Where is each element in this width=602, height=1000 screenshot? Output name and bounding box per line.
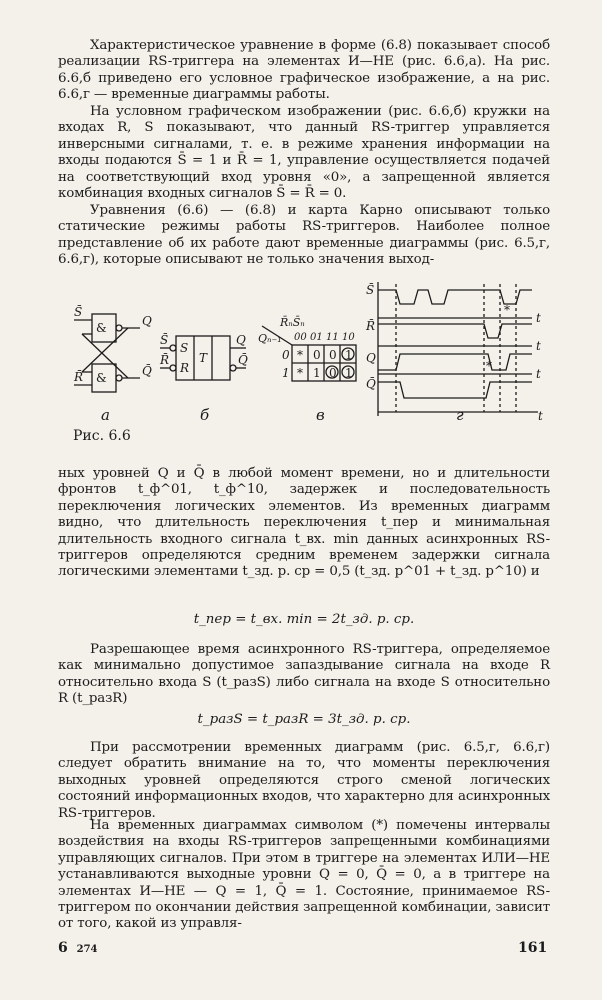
timing-signal-r: R̄ — [366, 319, 376, 333]
timing-axis-t: t — [536, 367, 541, 381]
gate-bottom-symbol: & — [96, 371, 107, 385]
figure-caption: Рис. 6.6 — [73, 428, 131, 444]
karnaugh-cell: 0 — [329, 348, 337, 362]
timing-axis-t: t — [536, 311, 541, 325]
box-t: T — [199, 351, 208, 365]
b-input-s: S̄ — [160, 333, 169, 347]
timing-signal-q: Q — [366, 351, 376, 365]
karnaugh-row-header: 0 — [282, 348, 290, 362]
box-s: S — [180, 341, 189, 355]
label-v: в — [316, 406, 325, 424]
box-r: R — [180, 361, 190, 375]
karnaugh-cell: 1 — [345, 366, 353, 380]
karnaugh-col-header: 00 — [294, 332, 307, 343]
timing-signal-s: S̄ — [366, 283, 375, 297]
karnaugh-corner-top: R̄ₙS̄ₙ — [280, 316, 305, 329]
equation-2: t_разS = t_разR = 3t_зд. р. ср. — [197, 712, 411, 727]
paragraph-1: Характеристическое уравнение в форме (6.8) показывает способ реализации RS-триггера на элементах И—НЕ (рис. 6.6,а). На рис. 6.6,б приведено его условное графическое изображение, а на рис. 6.6,г — временные диаграммы работы. — [58, 38, 550, 103]
figure-drawing — [0, 270, 602, 430]
footer-signature-code: 274 — [76, 944, 98, 955]
timing-axis-t: t — [538, 409, 543, 423]
karnaugh-cell: 1 — [313, 366, 321, 380]
paragraph-6: При рассмотрении временных диаграмм (рис. 6.5,г, 6.6,г) следует обратить внимание на то, что моменты переключения выходных уровней определяются строго сменой логических состояний информационных входов, что характерно для асинхронных RS-триггеров. — [58, 740, 550, 821]
karnaugh-cell: * — [297, 348, 303, 362]
karnaugh-cell: * — [297, 366, 303, 380]
timing-star: * — [486, 359, 492, 373]
karnaugh-col-header: 10 — [342, 332, 355, 343]
karnaugh-cell: 0 — [313, 348, 321, 362]
a-input-r: R̄ — [74, 370, 84, 384]
a-output-q: Q — [142, 314, 152, 328]
b-output-q: Q — [236, 333, 246, 347]
karnaugh-row-header: 1 — [282, 366, 290, 380]
a-output-qbar: Q̄ — [142, 364, 152, 378]
footer-signature — [58, 940, 98, 956]
paragraph-3: Уравнения (6.6) — (6.8) и карта Карно описывают только статические режимы работы RS-триггеров. Наиболее полное представление об их работе дают временные диаграммы (рис. 6.5,г, 6.6,г), которые описывают не только значения выход- — [58, 203, 550, 268]
b-output-qbar: Q̄ — [238, 353, 248, 367]
paragraph-7: На временных диаграммах символом (*) помечены интервалы воздействия на входы RS-триггеров запрещенными комбинациями управляющих сигналов. При этом в триггере на элементах ИЛИ—НЕ устанавливаются выходные уровни Q = 0, Q̄ = 0, а в триггере на элементах И—НЕ — Q = 1, Q̄ = 1. Состояние, принимаемое RS-триггером по окончании действия запрещенной комбинации, зависит от того, какой из управля- — [58, 818, 550, 932]
paragraph-4: ных уровней Q и Q̄ в любой момент времени, но и длительности фронтов t_ф^01, t_ф^10, задержек и последовательность переключения логических элементов. Из временных диаграмм видно, что длительность переключения t_пер и минимальная длительность входного сигнала t_вх. min данных асинхронных RS-триггеров определяются средним временем задержки сигнала логическими элементами t_зд. р. ср = 0,5 (t_зд. р^01 + t_зд. р^10) и — [58, 466, 550, 580]
paragraph-2: На условном графическом изображении (рис. 6.6,б) кружки на входах R, S показывают, что данный RS-триггер управляется инверсными сигналами, т. е. в режиме хранения информации на входы подаются S̄ = 1 и R̄ = 1, управление осуществляется подачей на соответствующий вход уровня «0», а запрещенной является комбинация входных сигналов S̄ = R̄ = 0. — [58, 104, 550, 202]
karnaugh-col-header: 01 — [310, 332, 323, 343]
label-a: а — [101, 406, 110, 424]
karnaugh-col-header: 11 — [326, 332, 339, 343]
gate-top-symbol: & — [96, 321, 107, 335]
footer-signature-number: 6 — [58, 940, 68, 956]
equation-1: t_пер = t_вх. min = 2t_зд. р. ср. — [193, 612, 415, 627]
timing-axis-t: t — [536, 339, 541, 353]
label-b: б — [200, 406, 210, 424]
a-input-s: S̄ — [74, 305, 83, 319]
timing-signal-qbar: Q̄ — [366, 377, 376, 391]
karnaugh-corner-left: Qₙ₋₁ — [258, 332, 282, 345]
label-g: г — [456, 406, 464, 424]
page-number: 161 — [518, 940, 548, 956]
b-input-r: R̄ — [160, 353, 170, 367]
paragraph-5: Разрешающее время асинхронного RS-триггера, определяемое как минимально допустимое запаздывание сигнала на входе R относительно входа S (t_разS) либо сигнала на входе S относительно R (t_разR) — [58, 642, 550, 707]
timing-star: * — [504, 303, 510, 317]
karnaugh-cell: 0 — [329, 366, 337, 380]
figure-6-6 — [0, 270, 602, 430]
karnaugh-cell: 1 — [345, 348, 353, 362]
